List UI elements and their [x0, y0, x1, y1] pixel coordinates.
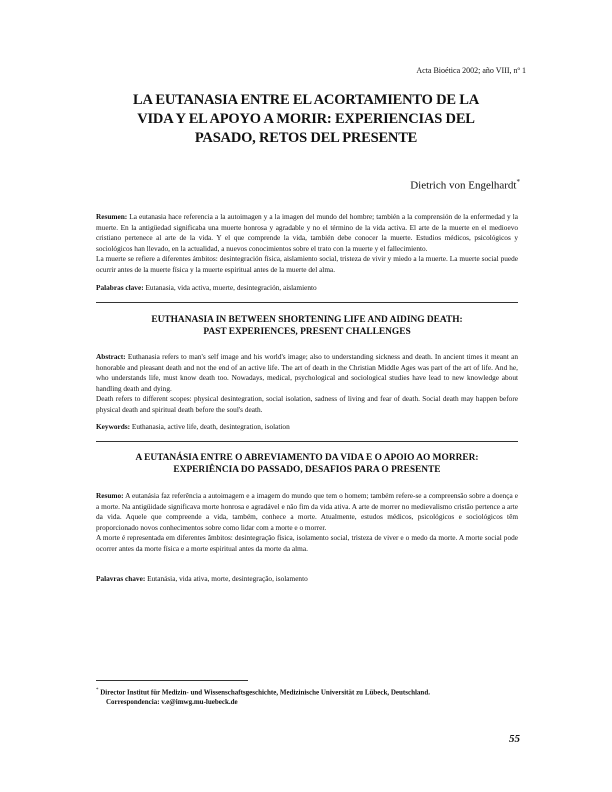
title-line-2: VIDA Y EL APOYO A MORIR: EXPERIENCIAS DEL — [137, 111, 475, 127]
abstract-english — [96, 352, 518, 416]
author-footnote-marker: * — [516, 178, 520, 186]
abstract-portuguese-p1 — [96, 491, 518, 533]
keywords-spanish-label: Palabras clave: — [96, 283, 144, 292]
abstract-spanish-p1 — [96, 212, 518, 254]
english-title-line-2: PAST EXPERIENCES, PRESENT CHALLENGES — [203, 327, 411, 337]
footnote — [96, 686, 518, 707]
footnote-affiliation — [96, 686, 518, 697]
abstract-portuguese — [96, 491, 518, 555]
keywords-portuguese-label: Palavras chave: — [96, 574, 146, 583]
keywords-spanish — [96, 283, 518, 294]
article-title — [96, 91, 516, 148]
section-divider — [96, 441, 518, 442]
abstract-portuguese-p2: A morte é representada em diferentes âmbitos: desintegração física, isolamento social, tristeza de viver e o medo da morte. A morte social pode ocorrer antes da morte física e a morte espiritual antes da morte da alma. — [96, 533, 518, 553]
keywords-english-text: Euthanasia, active life, death, desintegration, isolation — [130, 422, 290, 431]
keywords-english-label: Keywords: — [96, 422, 131, 431]
abstract-english-p2: Death refers to different scopes: physical desintegration, social isolation, sadness of living and fear of death. Social death may happen before physical death and spiritual death before the soul's death. — [96, 394, 518, 414]
abstract-english-text-1: Euthanasia refers to man's self image and his world's image; also to understanding sickness and death. In ancient times it meant an honorable and pleasant death and not the end of an active life. The art of death in the Christian Middle Ages was part of the art of life. And he, who understands life, must know death too. Nowadays, medical, psychological and sociological studies have lead to new knowledge about handling death and dying. — [96, 352, 518, 393]
title-line-1: LA EUTANASIA ENTRE EL ACORTAMIENTO DE LA — [132, 92, 480, 108]
portuguese-title-line-1: A EUTANÁSIA ENTRE O ABREVIAMENTO DA VIDA E O APOIO AO MORRER: — [135, 453, 479, 463]
abstract-spanish-label: Resumen: — [96, 212, 128, 221]
abstract-english-p1 — [96, 352, 518, 394]
abstract-english-label: Abstract: — [96, 352, 126, 361]
keywords-spanish-text: Eutanasia, vida activa, muerte, desintegración, aislamiento — [143, 283, 317, 292]
english-title — [96, 314, 518, 338]
author-name: Dietrich von Engelhardt — [410, 179, 517, 192]
english-title-line-1: EUTHANASIA IN BETWEEN SHORTENING LIFE AND AIDING DEATH: — [151, 315, 463, 325]
abstract-portuguese-text-1: A eutanásia faz referência a autoimagem e a imagem do mundo que tem o homem; também refere-se a compreensão sobre a doença e a morte. Na antigüidade significava morte honrosa e agradável e não fim da vida ativa. A arte de morrer no medievalismo cristão pertence a arte da vida. Aquele que compreende a vida, também, conhece a morte. Atualmente, estudos médicos, psicológicos e sociológicos têm proporcionado novos conhecimentos sobre como lidar com a morte e o morrer. — [96, 491, 518, 532]
portuguese-title-line-2: EXPERIÊNCIA DO PASSADO, DESAFIOS PARA O PRESENTE — [173, 465, 441, 475]
keywords-portuguese — [96, 574, 518, 585]
footnote-divider — [96, 680, 248, 681]
page-number: 55 — [509, 733, 520, 745]
title-line-3: PASADO, RETOS DEL PRESENTE — [194, 130, 418, 146]
section-divider — [96, 302, 518, 303]
portuguese-title — [96, 452, 518, 476]
abstract-spanish-text-1: La eutanasia hace referencia a la autoimagen y a la imagen del mundo del hombre; también a la comprensión de la enfermedad y la muerte. En la antigüedad significaba una muerte honrosa y agradable y no el término de la vida activa. El arte de la muerte en el medioevo cristiano pertenece al arte de la vida. Y el que comprende la vida, también debe conocer la muerte. Estudios médicos, psicológicos y sociológicos han llevado, en la actualidad, a nuevos conocimientos sobre el trato con la muerte y el fallecimiento. — [96, 212, 518, 253]
journal-header: Acta Bioética 2002; año VIII, nº 1 — [416, 66, 526, 75]
keywords-english — [96, 422, 518, 433]
keywords-portuguese-text: Eutanásia, vida ativa, morte, desintegração, isolamento — [145, 574, 308, 583]
footnote-correspondence: Correspondencia: v.e@imwg.mu-luebeck.de — [106, 698, 238, 707]
abstract-spanish — [96, 212, 518, 276]
footnote-marker: * — [96, 688, 99, 693]
author — [410, 178, 520, 192]
footnote-affiliation-text: Director Institut für Medizin- und Wissenschaftsgeschichte, Medizinische Universität zu Lübeck, Deutschland. — [98, 688, 430, 697]
abstract-spanish-p2: La muerte se refiere a diferentes ámbitos: desintegración física, aislamiento social, tristeza de vivir y miedo a la muerte. La muerte social puede ocurrir antes de la muerte física y la muerte espiritual antes de la muerte del alma. — [96, 254, 518, 274]
abstract-portuguese-label: Resumo: — [96, 491, 124, 500]
